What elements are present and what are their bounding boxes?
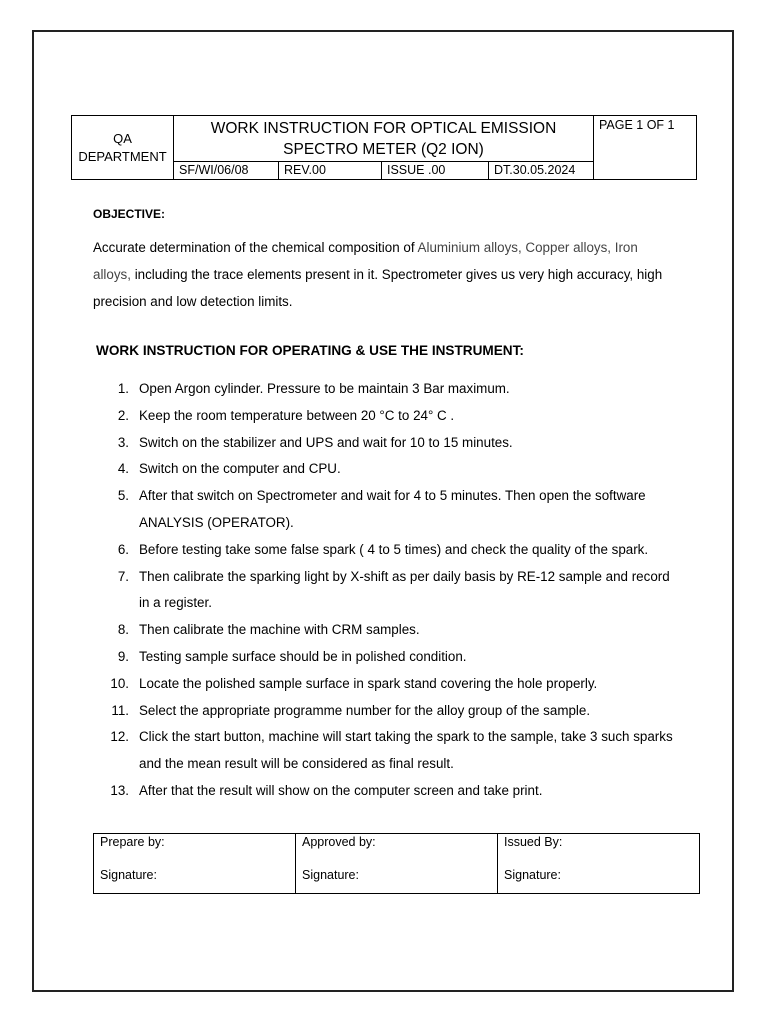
list-item bbox=[93, 617, 673, 644]
step-text: Click the start button, machine will start taking the spark to the sample, take 3 such sparks and the mean result will be considered as final result. bbox=[139, 729, 673, 772]
page-number: PAGE 1 OF 1 bbox=[599, 118, 675, 132]
objective-alloys: Aluminium alloys, Copper alloys, Iron alloys, bbox=[93, 240, 638, 282]
step-number: 4. bbox=[117, 461, 129, 477]
list-item bbox=[93, 564, 673, 618]
step-number: 1. bbox=[117, 381, 129, 396]
list-item bbox=[93, 430, 673, 457]
step-number: 6. bbox=[117, 541, 129, 557]
issued-by-cell bbox=[498, 834, 699, 893]
step-text: Open Argon cylinder. Pressure to be maintain 3 Bar maximum. bbox=[139, 381, 510, 396]
step-text: Before testing take some false spark ( 4 to 5 times) and check the quality of the spark. bbox=[139, 541, 649, 557]
list-item bbox=[93, 537, 673, 564]
department-line2: DEPARTMENT bbox=[78, 148, 167, 164]
approved-signature-label: Signature: bbox=[302, 868, 359, 882]
step-text: Switch on the stabilizer and UPS and wait for 10 to 15 minutes. bbox=[139, 434, 513, 450]
step-number: 8. bbox=[117, 622, 129, 638]
objective-text-part1: Accurate determination of the chemical composition of bbox=[93, 240, 418, 255]
step-number: 2. bbox=[117, 407, 129, 423]
step-text: Then calibrate the sparking light by X-shift as per daily basis by RE-12 sample and record in a register. bbox=[139, 568, 670, 611]
step-text: Locate the polished sample surface in spark stand covering the hole properly. bbox=[139, 675, 598, 691]
step-text: Testing sample surface should be in polished condition. bbox=[139, 648, 467, 664]
doc-number: SF/WI/06/08 bbox=[174, 162, 279, 179]
list-item bbox=[93, 456, 673, 483]
step-number: 7. bbox=[117, 568, 129, 584]
step-text: Select the appropriate programme number for the alloy group of the sample. bbox=[139, 702, 591, 718]
issue-number: ISSUE .00 bbox=[382, 162, 489, 179]
instruction-steps-list bbox=[93, 376, 673, 805]
document-title: WORK INSTRUCTION FOR OPTICAL EMISSION SPECTRO METER (Q2 ION) bbox=[174, 116, 594, 162]
step-text: After that the result will show on the computer screen and take print. bbox=[139, 782, 543, 798]
step-number: 10. bbox=[110, 675, 129, 691]
step-number: 5. bbox=[117, 488, 129, 504]
list-item bbox=[93, 778, 673, 805]
step-text: Then calibrate the machine with CRM samples. bbox=[139, 622, 420, 638]
step-number: 3. bbox=[117, 434, 129, 450]
approved-by-label: Approved by: bbox=[302, 835, 376, 849]
step-number: 13. bbox=[110, 782, 129, 798]
list-item bbox=[93, 403, 673, 430]
signoff-table bbox=[93, 833, 700, 894]
objective-heading: OBJECTIVE: bbox=[93, 207, 166, 221]
step-text: After that switch on Spectrometer and wait for 4 to 5 minutes. Then open the software ANALYSIS (OPERATOR). bbox=[139, 488, 646, 530]
list-item bbox=[93, 483, 673, 537]
issued-signature-label: Signature: bbox=[504, 868, 561, 882]
department-line1: QA bbox=[113, 130, 132, 146]
objective-text bbox=[93, 235, 673, 315]
step-number: 11. bbox=[111, 702, 129, 718]
document-header-table bbox=[71, 115, 697, 180]
list-item bbox=[93, 644, 673, 671]
step-number: 12. bbox=[110, 729, 129, 745]
list-item bbox=[93, 724, 673, 778]
list-item bbox=[93, 376, 673, 403]
issued-by-label: Issued By: bbox=[504, 835, 563, 849]
list-item bbox=[93, 698, 673, 725]
prepared-by-label: Prepare by: bbox=[100, 835, 165, 849]
approved-by-cell bbox=[296, 834, 498, 893]
step-number: 9. bbox=[117, 648, 129, 664]
prepared-signature-label: Signature: bbox=[100, 868, 157, 882]
document-date: DT.30.05.2024 bbox=[489, 162, 594, 179]
step-text: Keep the room temperature between 20 °C to 24° C . bbox=[139, 407, 455, 423]
list-item bbox=[93, 671, 673, 698]
instructions-heading: WORK INSTRUCTION FOR OPERATING & USE THE INSTRUMENT: bbox=[96, 343, 524, 358]
objective-text-part2: including the trace elements present in it. Spectrometer gives us very high accuracy, high precision and low detection limits. bbox=[93, 266, 663, 309]
department-cell bbox=[72, 116, 174, 179]
prepared-by-cell bbox=[94, 834, 296, 893]
step-text: Switch on the computer and CPU. bbox=[139, 461, 341, 477]
revision: REV.00 bbox=[279, 162, 382, 179]
